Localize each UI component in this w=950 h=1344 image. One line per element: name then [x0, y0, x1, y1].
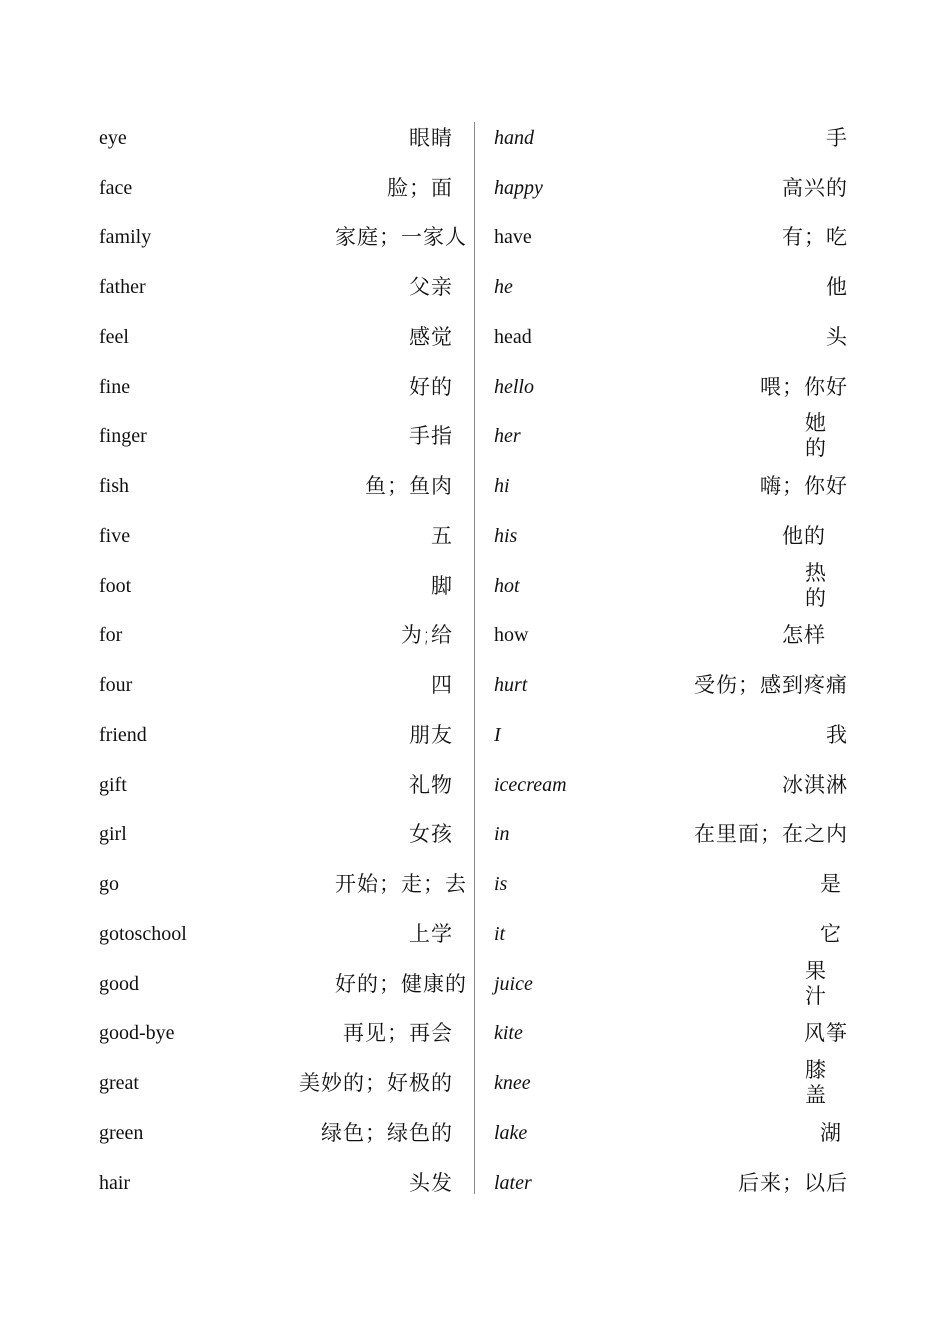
vocab-row — [99, 213, 467, 263]
chinese-meaning: 为;给 — [400, 623, 453, 648]
vocab-row — [494, 1108, 848, 1158]
english-word: juice — [494, 972, 533, 995]
english-word: gift — [99, 773, 127, 796]
english-word: it — [494, 922, 506, 945]
english-word: green — [99, 1121, 144, 1144]
vocab-row — [494, 1158, 848, 1208]
chinese-meaning: 感觉 — [409, 324, 453, 349]
chinese-meaning: 在里面；在之内 — [694, 822, 848, 847]
chinese-meaning: 果汁 — [805, 958, 827, 1008]
english-word: father — [99, 276, 146, 299]
english-word: is — [494, 873, 508, 896]
chinese-meaning: 是 — [820, 872, 842, 897]
vocab-row — [494, 909, 848, 959]
english-word: his — [494, 524, 518, 547]
english-word: knee — [494, 1072, 531, 1095]
vocab-row — [494, 262, 848, 312]
chinese-meaning: 风筝 — [804, 1021, 848, 1046]
vocab-row — [99, 113, 467, 163]
vocab-row — [99, 611, 467, 661]
chinese-meaning: 冰淇淋 — [782, 772, 848, 797]
vocab-row — [99, 710, 467, 760]
left-word-column — [99, 113, 467, 1208]
vocab-row — [494, 710, 848, 760]
chinese-meaning: 好的；健康的 — [335, 971, 467, 996]
english-word: I — [494, 723, 501, 746]
english-word: go — [99, 873, 119, 896]
chinese-meaning: 高兴的 — [782, 175, 848, 200]
english-word: good-bye — [99, 1022, 175, 1045]
english-word: finger — [99, 425, 147, 448]
chinese-meaning: 她的 — [805, 411, 827, 461]
vocab-row — [494, 461, 848, 511]
vocab-row — [494, 1058, 848, 1108]
chinese-meaning: 脚 — [431, 573, 453, 598]
vocab-row — [494, 611, 848, 661]
vocab-row — [494, 859, 848, 909]
english-word: feel — [99, 325, 129, 348]
chinese-meaning: 受伤；感到疼痛 — [694, 673, 848, 698]
english-word: kite — [494, 1022, 523, 1045]
chinese-meaning: 它 — [820, 921, 842, 946]
chinese-meaning: 再见；再会 — [343, 1021, 453, 1046]
english-word: fine — [99, 375, 131, 398]
vocab-row — [494, 511, 848, 561]
english-word: hurt — [494, 674, 528, 697]
vocab-row — [494, 760, 848, 810]
english-word: foot — [99, 574, 132, 597]
vocab-row — [99, 1108, 467, 1158]
right-word-column — [494, 113, 848, 1208]
chinese-meaning: 他 — [826, 275, 848, 300]
english-word: great — [99, 1072, 139, 1095]
chinese-meaning: 上学 — [409, 921, 453, 946]
vocab-row — [99, 959, 467, 1009]
chinese-meaning: 热的 — [805, 560, 827, 610]
vocab-row — [99, 362, 467, 412]
english-word: girl — [99, 823, 127, 846]
vocab-row — [99, 1009, 467, 1059]
chinese-meaning: 我 — [826, 722, 848, 747]
english-word: hello — [494, 375, 534, 398]
chinese-meaning: 家庭；一家人 — [335, 225, 467, 250]
vocab-row — [99, 511, 467, 561]
chinese-meaning: 头发 — [409, 1170, 453, 1195]
chinese-meaning: 五 — [431, 523, 453, 548]
english-word: he — [494, 276, 513, 299]
chinese-meaning: 四 — [431, 673, 453, 698]
vocab-row — [99, 561, 467, 611]
vocab-row — [99, 810, 467, 860]
chinese-meaning: 脸；面 — [387, 175, 453, 200]
chinese-meaning: 美妙的；好极的 — [299, 1071, 453, 1096]
chinese-meaning: 后来；以后 — [738, 1170, 848, 1195]
english-word: have — [494, 226, 532, 249]
chinese-meaning: 手指 — [409, 424, 453, 449]
vocab-row — [99, 760, 467, 810]
vocab-row — [99, 859, 467, 909]
vocab-row — [99, 1058, 467, 1108]
english-word: eye — [99, 126, 127, 149]
english-word: gotoschool — [99, 922, 187, 945]
vocab-row — [494, 113, 848, 163]
vocab-row — [494, 660, 848, 710]
chinese-meaning: 眼睛 — [409, 125, 453, 150]
english-word: in — [494, 823, 510, 846]
column-divider — [474, 122, 475, 1194]
english-word: face — [99, 176, 133, 199]
vocab-row — [494, 561, 848, 611]
vocab-row — [99, 412, 467, 462]
vocab-row — [99, 163, 467, 213]
chinese-meaning: 绿色；绿色的 — [321, 1120, 453, 1145]
vocab-row — [99, 660, 467, 710]
english-word: her — [494, 425, 521, 448]
english-word: four — [99, 674, 133, 697]
vocab-row — [494, 312, 848, 362]
vocab-row — [494, 412, 848, 462]
vocab-row — [494, 213, 848, 263]
english-word: hand — [494, 126, 534, 149]
chinese-meaning: 开始；走；去 — [335, 872, 467, 897]
english-word: happy — [494, 176, 543, 199]
chinese-meaning: 喂；你好 — [760, 374, 848, 399]
english-word: for — [99, 624, 123, 647]
english-word: hot — [494, 574, 520, 597]
english-word: icecream — [494, 773, 567, 796]
english-word: hair — [99, 1171, 131, 1194]
english-word: five — [99, 524, 131, 547]
chinese-meaning: 鱼；鱼肉 — [365, 474, 453, 499]
vocab-row — [99, 461, 467, 511]
english-word: family — [99, 226, 152, 249]
vocab-row — [494, 163, 848, 213]
english-word: later — [494, 1171, 532, 1194]
chinese-meaning: 膝盖 — [805, 1058, 827, 1108]
chinese-meaning: 有；吃 — [782, 225, 848, 250]
vocab-row — [99, 909, 467, 959]
chinese-meaning: 好的 — [409, 374, 453, 399]
vocab-row — [494, 1009, 848, 1059]
chinese-meaning: 湖 — [820, 1120, 842, 1145]
chinese-meaning: 头 — [826, 324, 848, 349]
english-word: good — [99, 972, 139, 995]
chinese-meaning: 怎样 — [782, 623, 826, 648]
vocab-row — [99, 262, 467, 312]
chinese-meaning: 女孩 — [409, 822, 453, 847]
english-word: hi — [494, 475, 510, 498]
chinese-meaning: 手 — [826, 125, 848, 150]
vocab-row — [494, 959, 848, 1009]
chinese-meaning: 他的 — [782, 523, 826, 548]
chinese-meaning: 嗨；你好 — [760, 474, 848, 499]
vocab-row — [99, 312, 467, 362]
chinese-meaning: 朋友 — [409, 722, 453, 747]
english-word: how — [494, 624, 529, 647]
vocab-row — [99, 1158, 467, 1208]
vocab-row — [494, 810, 848, 860]
english-word: head — [494, 325, 532, 348]
english-word: lake — [494, 1121, 528, 1144]
vocab-row — [494, 362, 848, 412]
english-word: friend — [99, 723, 147, 746]
english-word: fish — [99, 475, 129, 498]
chinese-meaning: 父亲 — [409, 275, 453, 300]
chinese-meaning: 礼物 — [409, 772, 453, 797]
